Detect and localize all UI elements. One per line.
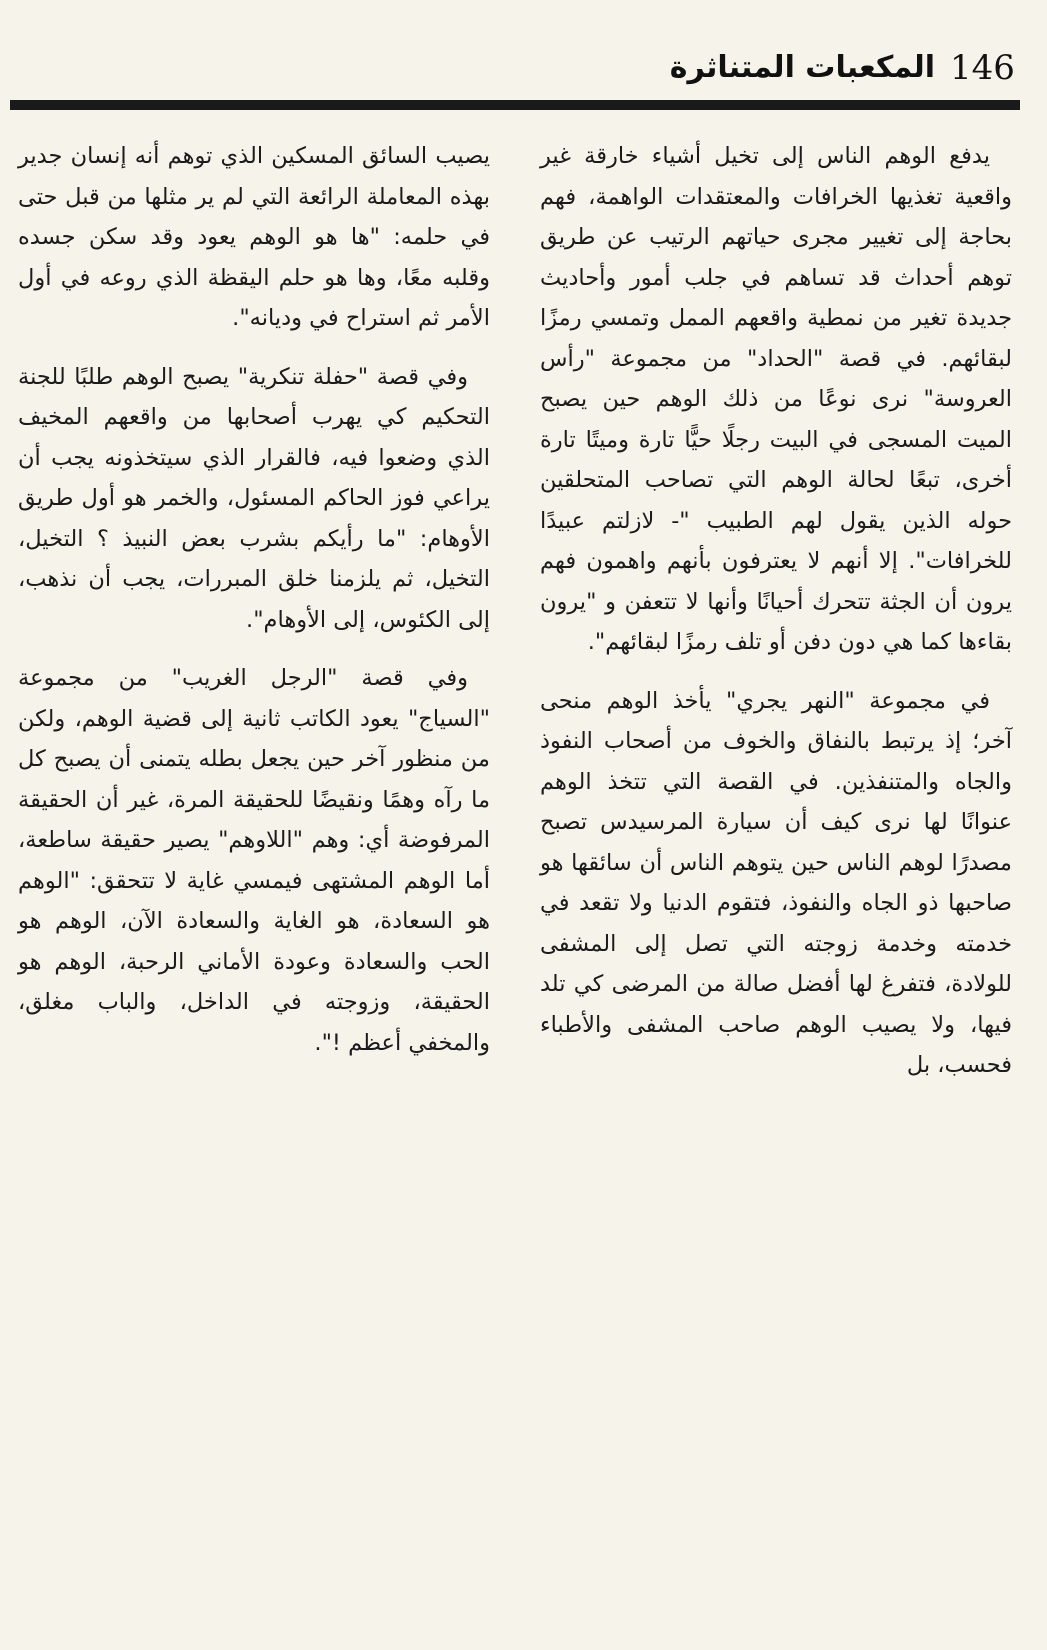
paragraph: في مجموعة "النهر يجري" يأخذ الوهم منحى آخر؛ إذ يرتبط بالنفاق والخوف من أصحاب النفوذ والجاه والمتنفذين. في القصة التي تتخذ الوهم عنوانًا لها نرى كيف أن سيارة المرسيدس تصبح مصدرًا لوهم الناس حين يتوهم الناس أن سائقها هو صاحبها ذو الجاه والنفوذ، فتقوم الدنيا ولا تقعد في خدمته وخدمة زوجته التي تصل إلى المشفى للولادة، فتفرغ لها أفضل صالة من المرضى كي تلد فيها، ولا يصيب الوهم صاحب المشفى والأطباء فحسب، بل xyxy=(540,687,1012,1078)
paragraph: يصيب السائق المسكين الذي توهم أنه إنسان جدير بهذه المعاملة الرائعة التي لم ير مثلها من قبل حتى في حلمه: "ها هو الوهم يعود وقد سكن جسده وقلبه معًا، وها هو حلم اليقظة الذي روعه في أول الأمر ثم استراح في وديانه". xyxy=(18,143,490,331)
paragraph: يدفع الوهم الناس إلى تخيل أشياء خارقة غير واقعية تغذيها الخرافات والمعتقدات الواهمة، فهم بحاجة إلى تغيير مجرى حياتهم الرتيب عن طريق توهم أحداث قد تساهم في جلب أمور وأحاديث جديدة تغير من نمطية واقعهم الممل وتمسي رمزًا لبقائهم. في قصة "الحداد" من مجموعة "رأس العروسة" نرى نوعًا من ذلك الوهم حين يصبح الميت المسجى في البيت رجلًا حيًّا تارة وميتًا تارة أخرى، تبعًا لحالة الوهم التي تصاحب المتحلقين حوله الذين يقول لهم الطبيب "- لازلتم عبيدًا للخرافات". إلا أنهم لا يعترفون بأنهم واهمون فهم يرون أن الجثة تتحرك أحيانًا وأنها لا تتعفن و "يرون بقاءها كما هي دون دفن أو تلف رمزًا لبقائهم". xyxy=(540,143,1012,655)
left-column xyxy=(18,136,490,1081)
page-header xyxy=(0,0,1047,110)
running-title: المكعبات المتناثرة xyxy=(669,50,935,85)
paragraph: وفي قصة "الرجل الغريب" من مجموعة "السياج" يعود الكاتب ثانية إلى قضية الوهم، ولكن من منظور آخر حين يجعل بطله يتمنى أن يصبح كل ما رآه وهمًا ونقيضًا للحقيقة المرة، غير أن الحقيقة المرفوضة أي: وهم "اللاوهم" يصير حقيقة ساطعة، أما الوهم المشتهى فيمسي غاية لا تتحقق: "الوهم هو السعادة، هو الغاية والسعادة الآن، الوهم هو الحب والسعادة وعودة الأماني الرحبة، الوهم هو الحقيقة، وزوجته في الداخل، والباب مغلق، والمخفي أعظم !". xyxy=(18,665,490,1056)
paragraph: وفي قصة "حفلة تنكرية" يصبح الوهم طلبًا للجنة التحكيم كي يهرب أصحابها من واقعهم المخيف الذي وضعوا فيه، فالقرار الذي سيتخذونه يجب أن يراعي فوز الحاكم المسئول، والخمر هو أول طريق الأوهام: "ما رأيكم بشرب بعض النبيذ ؟ التخيل، التخيل، ثم يلزمنا خلق المبررات، يجب أن نذهب، إلى الكئوس، إلى الأوهام". xyxy=(18,363,490,633)
right-column xyxy=(540,136,1012,1104)
page-number: 146 xyxy=(950,48,1015,88)
header-rule xyxy=(10,100,1020,110)
